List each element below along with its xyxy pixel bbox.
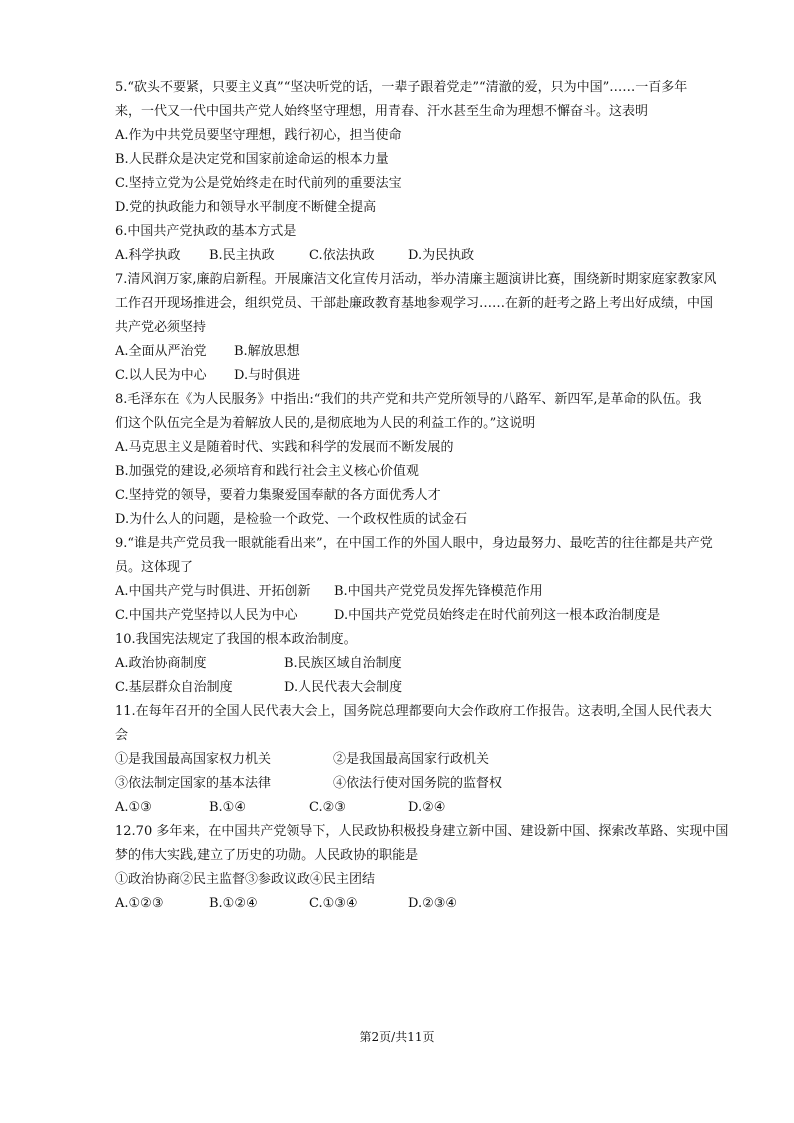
q7-stem-line-3: 共产党必须坚持 bbox=[115, 320, 207, 335]
q12-stem-line-1: 12.70 多年来，在中国共产党领导下，人民政协积极投身建立新中国、建设新中国、探索改革路、实现中国 bbox=[115, 824, 729, 839]
q11-option-a: A.①③ bbox=[115, 800, 152, 815]
q12-option-d: D.②③④ bbox=[408, 896, 458, 911]
q8-option-b: B.加强党的建设,必须培育和践行社会主义核心价值观 bbox=[115, 464, 419, 479]
q11-stem-line-2: 会 bbox=[115, 728, 129, 743]
q9-option-c: C.中国共产党坚持以人民为中心 bbox=[115, 608, 298, 623]
q7-option-a: A.全面从严治党 bbox=[115, 344, 207, 359]
q11-option-d: D.②④ bbox=[408, 800, 446, 815]
q11-statement-2: ②是我国最高国家行政机关 bbox=[333, 752, 490, 767]
q9-option-b: B.中国共产党党员发挥先锋模范作用 bbox=[334, 584, 543, 599]
q12-statements: ①政治协商②民主监督③参政议政④民主团结 bbox=[115, 872, 376, 887]
q6-stem: 6.中国共产党执政的基本方式是 bbox=[115, 224, 297, 239]
q10-stem: 10.我国宪法规定了我国的根本政治制度。 bbox=[115, 632, 357, 647]
page-footer: 第2页/共11页 bbox=[359, 1030, 435, 1044]
q11-option-b: B.①④ bbox=[209, 800, 246, 815]
q11-option-c: C.②③ bbox=[309, 800, 346, 815]
q11-statement-1: ①是我国最高国家权力机关 bbox=[115, 752, 272, 767]
q12-stem-line-2: 梦的伟大实践,建立了历史的功勋。人民政协的职能是 bbox=[115, 848, 419, 863]
q8-option-a: A.马克思主义是随着时代、实践和科学的发展而不断发展的 bbox=[115, 440, 454, 455]
q7-option-b: B.解放思想 bbox=[234, 344, 300, 359]
q12-option-c: C.①③④ bbox=[309, 896, 358, 911]
q12-option-b: B.①②④ bbox=[209, 896, 258, 911]
q8-option-c: C.坚持党的领导，要着力集聚爱国奉献的各方面优秀人才 bbox=[115, 488, 441, 503]
q7-option-d: D.与时俱进 bbox=[234, 368, 301, 383]
q5-option-d: D.党的执政能力和领导水平制度不断健全提高 bbox=[115, 200, 377, 215]
q5-option-b: B.人民群众是决定党和国家前途命运的根本力量 bbox=[115, 152, 389, 167]
q10-option-c: C.基层群众自治制度 bbox=[115, 680, 233, 695]
q6-option-d: D.为民执政 bbox=[408, 248, 475, 263]
q10-option-a: A.政治协商制度 bbox=[115, 656, 207, 671]
q8-option-d: D.为什么人的问题，是检验一个政党、一个政权性质的试金石 bbox=[115, 512, 468, 527]
q7-stem-line-1: 7.清风润万家,廉韵启新程。开展廉洁文化宣传月活动，举办清廉主题演讲比赛，围绕新时期家庭家教家风 bbox=[115, 272, 717, 287]
q8-stem-line-2: 们这个队伍完全是为着解放人民的,是彻底地为人民的利益工作的。”这说明 bbox=[115, 416, 536, 431]
q8-stem-line-1: 8.毛泽东在《为人民服务》中指出:“我们的共产党和共产党所领导的八路军、新四军,是革命的队伍。我 bbox=[115, 392, 702, 407]
q7-option-c: C.以人民为中心 bbox=[115, 368, 207, 383]
q5-option-c: C.坚持立党为公是党始终走在时代前列的重要法宝 bbox=[115, 176, 402, 191]
q11-stem-line-1: 11.在每年召开的全国人民代表大会上，国务院总理都要向大会作政府工作报告。这表明,全国人民代表大 bbox=[115, 704, 712, 719]
q10-option-d: D.人民代表大会制度 bbox=[284, 680, 403, 695]
q11-statement-4: ④依法行使对国务院的监督权 bbox=[333, 776, 503, 791]
q11-statement-3: ③依法制定国家的基本法律 bbox=[115, 776, 272, 791]
q10-option-b: B.民族区域自治制度 bbox=[284, 656, 402, 671]
q9-option-a: A.中国共产党与时俱进、开拓创新 bbox=[115, 584, 311, 599]
q9-option-d: D.中国共产党党员始终走在时代前列这一根本政治制度是 bbox=[334, 608, 661, 623]
q6-option-a: A.科学执政 bbox=[115, 248, 181, 263]
q7-stem-line-2: 工作召开现场推进会，组织党员、干部赴廉政教育基地参观学习……在新的赶考之路上考出好成绩，中国 bbox=[115, 296, 714, 311]
q9-stem-line-1: 9.“谁是共产党员我一眼就能看出来”，在中国工作的外国人眼中，身边最努力、最吃苦的往往都是共产党 bbox=[115, 536, 713, 551]
q6-option-b: B.民主执政 bbox=[209, 248, 275, 263]
q5-stem-line-1: 5.“砍头不要紧，只要主义真”“坚决听党的话，一辈子跟着党走”“清澈的爱，只为中国”……一百多年 bbox=[115, 80, 688, 95]
q5-stem-line-2: 来，一代又一代中国共产党人始终坚守理想，用青春、汗水甚至生命为理想不懈奋斗。这表明 bbox=[115, 104, 649, 119]
q5-option-a: A.作为中共党员要坚守理想，践行初心，担当使命 bbox=[115, 128, 402, 143]
q12-option-a: A.①②③ bbox=[115, 896, 164, 911]
q9-stem-line-2: 员。这体现了 bbox=[115, 560, 194, 575]
q6-option-c: C.依法执政 bbox=[309, 248, 375, 263]
